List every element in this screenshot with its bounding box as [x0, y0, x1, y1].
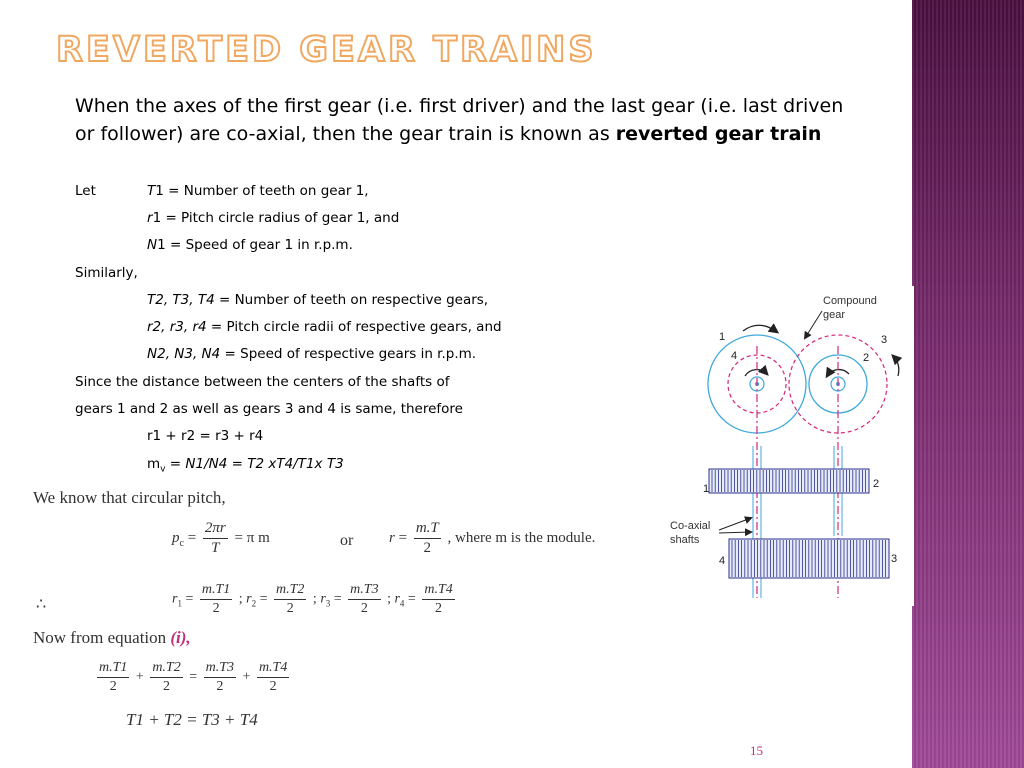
- let-label: Let: [75, 183, 96, 199]
- r3-fraction: [348, 582, 380, 617]
- sum-term-3-den: 2: [216, 679, 224, 694]
- sum-term-2: [150, 660, 182, 695]
- sum-term-4-den: 2: [269, 679, 277, 694]
- since-line-2: gears 1 and 2 as well as gears 3 and 4 is same, therefore: [75, 401, 463, 417]
- circular-pitch-formula: $p_c$ = $\frac{2\pi r}{T}$ = π m: [172, 520, 270, 556]
- coaxial-label-line1: Co-axial: [670, 520, 711, 532]
- r1-var: r: [147, 210, 153, 226]
- r4-numerator: m.T4: [422, 582, 454, 600]
- r4-denominator: 2: [435, 601, 443, 616]
- r2-denominator: 2: [286, 601, 294, 616]
- sum-term-4-num: m.T4: [257, 660, 289, 678]
- similarly-label: Similarly,: [75, 265, 138, 281]
- compound-label-line1: Compound: [823, 295, 877, 307]
- label-gear-4-top: 4: [731, 350, 738, 362]
- r-numerator: m.T: [414, 520, 441, 539]
- page-number: 15: [750, 743, 763, 758]
- since-line-1: Since the distance between the centers of the shafts of: [75, 374, 450, 390]
- intro-bold-term: reverted gear train: [615, 123, 822, 145]
- radii-formulas: $r_1$ = $\frac{m.T1}{2}$ ; $r_2$ = $\frac{m.T2}{2}$ ; $r_3$ = $\frac{m.T3}{2}$ ; $r_4$ = $\frac{m.T4}{2}$: [172, 582, 453, 616]
- r2-numerator: m.T2: [274, 582, 306, 600]
- sum-term-3-num: m.T3: [204, 660, 236, 678]
- now-text: Now from equation: [33, 628, 171, 647]
- n-vars: N2, N3, N4: [147, 346, 221, 362]
- definition-r-others: [147, 319, 502, 335]
- equation-reference: (i),: [170, 628, 191, 647]
- pc-numerator: 2πr: [203, 520, 228, 539]
- t-vars: T2, T3, T4: [147, 292, 215, 308]
- compound-label-line2: gear: [823, 309, 846, 321]
- r1-text: 1 = Pitch circle radius of gear 1, and: [152, 210, 400, 226]
- t1-text: 1 = Number of teeth on gear 1,: [155, 183, 369, 199]
- r-vars: r2, r3, r4: [147, 319, 207, 335]
- sum-term-1: [97, 660, 129, 695]
- definition-n1: [147, 237, 353, 253]
- r1-fraction: [200, 582, 232, 617]
- coaxial-pointer-2: [719, 532, 751, 533]
- n1-var: N: [147, 237, 158, 253]
- r1-numerator: m.T1: [200, 582, 232, 600]
- r4-fraction: [422, 582, 454, 617]
- or-text: or: [340, 532, 354, 549]
- radius-equation: r1 + r2 = r3 + r4: [147, 428, 264, 444]
- t1-var: T: [147, 183, 156, 199]
- r-fraction: [414, 520, 441, 557]
- definition-t1: [147, 183, 369, 199]
- r-text: = Pitch circle radii of respective gears, and: [206, 319, 502, 335]
- now-from-equation: [33, 628, 191, 648]
- label-gear-3-top: 3: [881, 334, 888, 346]
- mv-sub: v: [160, 464, 166, 475]
- n1-text: 1 = Speed of gear 1 in r.p.m.: [157, 237, 353, 253]
- coaxial-pointer-1: [719, 518, 751, 530]
- sum-equation: $\frac{m.T1}{2}$ + $\frac{m.T2}{2}$ = $\frac{m.T3}{2}$ + $\frac{m.T4}{2}$: [99, 660, 288, 694]
- r1-denominator: 2: [212, 601, 220, 616]
- r2-fraction: [274, 582, 306, 617]
- label-gear-4-side: 4: [719, 555, 726, 567]
- label-gear-2-top: 2: [863, 352, 870, 364]
- reverted-gear-train-diagram: [667, 286, 914, 606]
- label-gear-3-side: 3: [891, 553, 898, 565]
- label-gear-1-side: 1: [703, 483, 710, 495]
- pc-denominator: T: [211, 540, 220, 556]
- intro-text: When the axes of the first gear (i.e. first driver) and the last gear (i.e. last driven or follower) are co-axial, then the gear train is known as: [75, 95, 844, 145]
- sum-term-4: [257, 660, 289, 695]
- mv-prefix: m: [147, 456, 161, 472]
- definition-t-others: [147, 292, 488, 308]
- n-text: = Speed of respective gears in r.p.m.: [220, 346, 477, 362]
- pc-lhs: p: [172, 529, 180, 546]
- coaxial-label-line2: shafts: [670, 534, 700, 546]
- pitch-intro: We know that circular pitch,: [33, 488, 226, 507]
- mv-rhs: N1/N4 = T2 xT4/T1x T3: [185, 456, 344, 472]
- pc-fraction: [203, 520, 228, 557]
- pc-rhs: = π m: [234, 529, 270, 546]
- sum-term-3: [204, 660, 236, 695]
- mv-eq: =: [165, 456, 186, 472]
- definition-r1: [147, 210, 399, 226]
- label-gear-1-top: 1: [719, 331, 726, 343]
- decorative-sidebar: [912, 0, 1024, 768]
- definition-n-others: [147, 346, 476, 362]
- therefore-symbol: ∴: [36, 596, 47, 613]
- pc-sub: c: [179, 537, 184, 549]
- compound-gear-pointer: [805, 311, 822, 338]
- intro-paragraph: [75, 92, 865, 148]
- r3-denominator: 2: [360, 601, 368, 616]
- r-denominator: 2: [423, 540, 432, 556]
- sum-term-1-num: m.T1: [97, 660, 129, 678]
- gear-3-rotation-arrow: [893, 356, 899, 376]
- slide-title: REVERTED GEAR TRAINS: [56, 30, 597, 70]
- sum-term-1-den: 2: [109, 679, 117, 694]
- gear-1-rotation-arrow: [743, 325, 777, 332]
- sum-term-2-num: m.T2: [150, 660, 182, 678]
- sum-term-2-den: 2: [163, 679, 171, 694]
- velocity-ratio-equation: [147, 456, 344, 475]
- final-teeth-equation: T1 + T2 = T3 + T4: [126, 710, 258, 729]
- radius-module-formula: r = $\frac{m.T}{2}$ , where m is the module.: [389, 520, 596, 556]
- t-text: = Number of teeth on respective gears,: [214, 292, 489, 308]
- label-gear-2-side: 2: [873, 478, 880, 490]
- r3-numerator: m.T3: [348, 582, 380, 600]
- module-text: , where m is the module.: [447, 529, 596, 546]
- gear-diagram-svg: [667, 286, 914, 606]
